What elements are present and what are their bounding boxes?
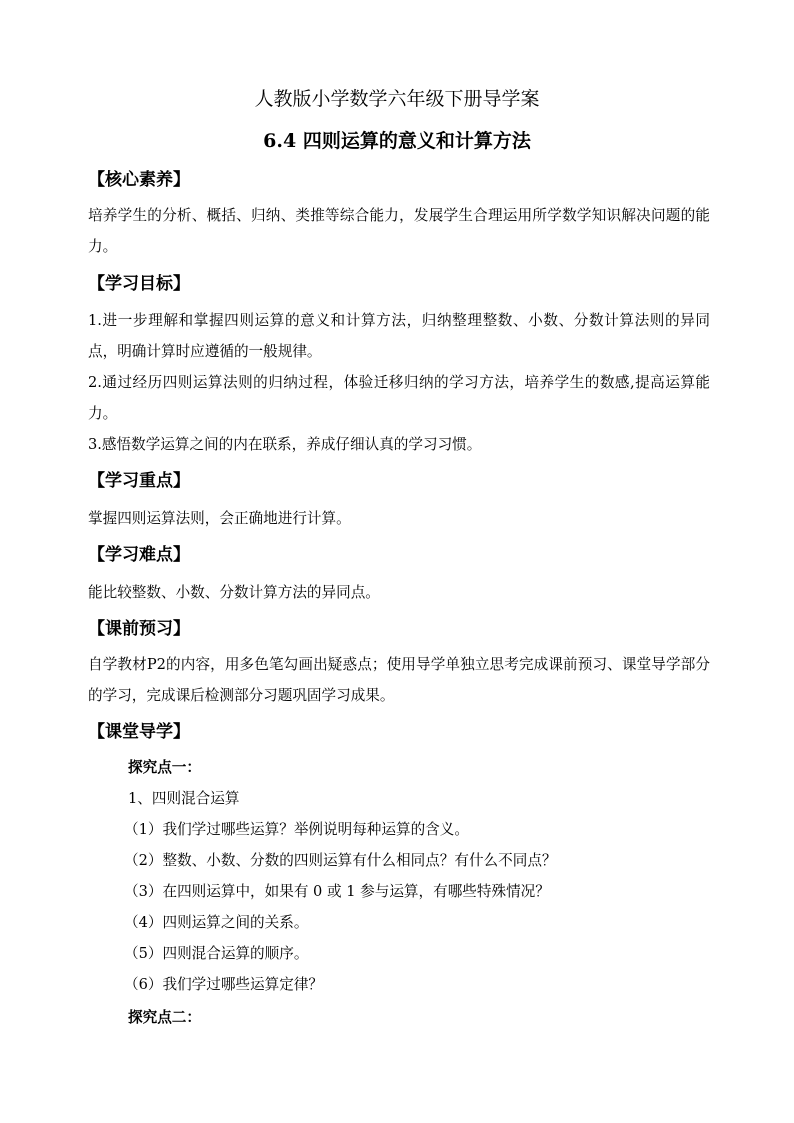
lesson-title: 6.4 四则运算的意义和计算方法 xyxy=(263,130,531,152)
exploration-point-1: 探究点一： xyxy=(128,759,201,776)
exploration-point-2: 探究点二： xyxy=(128,1009,201,1026)
section-heading-key-points: 【学习重点】 xyxy=(88,471,190,491)
section-heading-difficulties: 【学习难点】 xyxy=(88,545,190,565)
objective-item-1: 1.进一步理解和掌握四则运算的意义和计算方法，归纳整理整数、小数、分数计算法则的异同点，明确计算时应遵循的一般规律。 xyxy=(88,312,710,360)
preview-text: 自学教材P2的内容，用多色笔勾画出疑惑点；使用导学单独立思考完成课前预习、课堂导学部分的学习，完成课后检测部分习题巩固学习成果。 xyxy=(88,656,710,704)
section-heading-preview: 【课前预习】 xyxy=(88,619,190,639)
key-points-text: 掌握四则运算法则，会正确地进行计算。 xyxy=(88,510,351,527)
question-1: （1）我们学过哪些运算？举例说明每种运算的含义。 xyxy=(124,821,469,838)
question-4: （4）四则运算之间的关系。 xyxy=(124,914,309,931)
question-6: （6）我们学过哪些运算定律？ xyxy=(124,976,324,993)
objective-item-2: 2.通过经历四则运算法则的归纳过程，体验迁移归纳的学习方法，培养学生的数感,提高运算能力。 xyxy=(88,374,710,422)
question-5: （5）四则混合运算的顺序。 xyxy=(124,945,309,962)
subtopic-mixed-operations: 1、四则混合运算 xyxy=(128,790,240,807)
document-title: 人教版小学数学六年级下册导学案 xyxy=(254,88,540,110)
question-2: （2）整数、小数、分数的四则运算有什么相同点？有什么不同点？ xyxy=(124,852,557,869)
objective-item-3: 3.感悟数学运算之间的内在联系，养成仔细认真的学习习惯。 xyxy=(88,436,482,453)
question-3: （3）在四则运算中，如果有 0 或 1 参与运算，有哪些特殊情况？ xyxy=(124,883,550,900)
section-heading-guided-learning: 【课堂导学】 xyxy=(88,722,190,742)
section-heading-objectives: 【学习目标】 xyxy=(88,274,190,294)
core-literacy-text: 培养学生的分析、概括、归纳、类推等综合能力，发展学生合理运用所学数学知识解决问题的能力。 xyxy=(88,207,710,255)
section-heading-core-literacy: 【核心素养】 xyxy=(88,170,190,190)
difficulties-text: 能比较整数、小数、分数计算方法的异同点。 xyxy=(88,584,380,601)
